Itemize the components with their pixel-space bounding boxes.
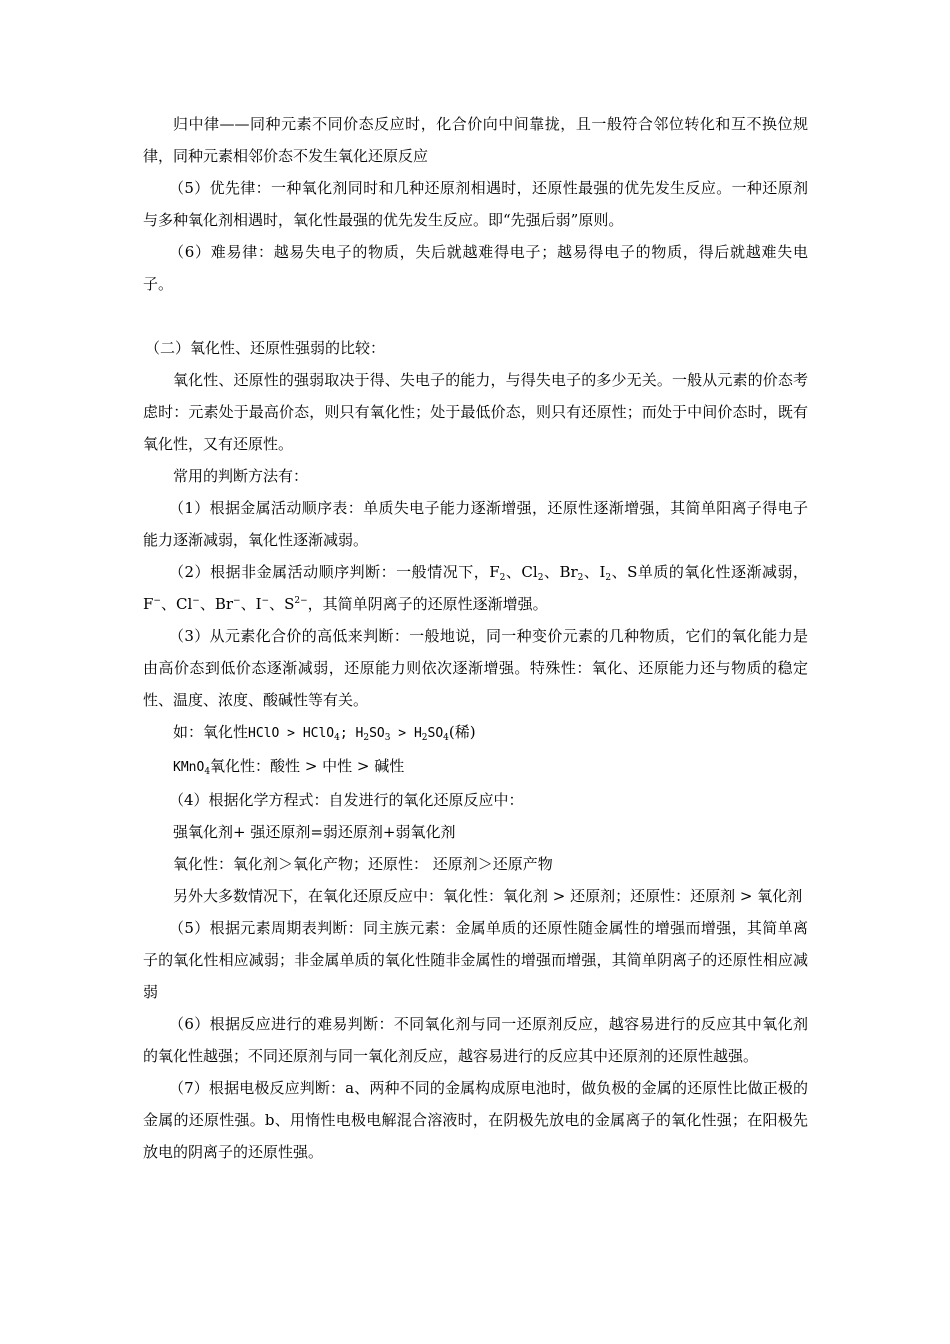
rule-guizhong: 归中律——同种元素不同价态反应时，化合价向中间靠拢，且一般符合邻位转化和互不换位规律，同种元素相邻价态不发生氧化还原反应 [143, 115, 808, 165]
rule-nanyi: （6）难易律：越易失电子的物质，失后就越难得电子；越易得电子的物质，得后就越难失电子。 [143, 243, 808, 293]
methods-lead: 常用的判断方法有： [173, 467, 309, 485]
method-1: （1）根据金属活动顺序表：单质失电子能力逐渐增强，还原性逐渐增强，其简单阳离子得电子能力逐渐减弱，氧化性逐渐减弱。 [143, 499, 808, 549]
example-1: 如：氧化性HClO > HClO$_4$; $H_2SO_3 > H_2SO_4$(稀) [173, 723, 476, 743]
method-7: （7）根据电极反应判断：a、两种不同的金属构成原电池时，做负极的金属的还原性比做正极的金属的还原性强。b、用惰性电极电解混合溶液时，在阴极先放电的金属离子的氧化性强；在阳极先放电的阴离子的还原性强。 [143, 1079, 808, 1161]
spacer [143, 300, 808, 332]
rule-youxian: （5）优先律：一种氧化剂同时和几种还原剂相遇时，还原性最强的优先发生反应。一种还原剂与多种氧化剂相遇时，氧化性最强的优先发生反应。即“先强后弱”原则。 [143, 179, 808, 229]
method-3: （3）从元素化合价的高低来判断：一般地说，同一种变价元素的几种物质，它们的氧化能力是由高价态到低价态逐渐减弱，还原能力则依次逐渐增强。特殊性：氧化、还原能力还与物质的稳定性、温度、浓度、酸碱性等有关。 [143, 627, 808, 709]
equation-1: 强氧化剂+ 强还原剂=弱还原剂+弱氧化剂 [173, 823, 456, 841]
section-intro: 氧化性、还原性的强弱取决于得、失电子的能力，与得失电子的多少无关。一般从元素的价态考虑时：元素处于最高价态，则只有氧化性；处于最低价态，则只有还原性；而处于中间价态时，既有氧化性，又有还原性。 [143, 371, 808, 453]
method-2: （2）根据非金属活动顺序判断：一般情况下，$F_2$、$Cl_2$、$Br_2$、$I_2$、S单质的氧化性逐渐减弱，F−、Cl−、Br−、I−、$S^{2-}$，其简单阴离子的还原性逐渐增强。 [143, 563, 808, 613]
section-title: （二）氧化性、还原性强弱的比较： [145, 339, 386, 357]
method-4: （4）根据化学方程式：自发进行的氧化还原反应中： [169, 791, 524, 809]
method-5: （5）根据元素周期表判断：同主族元素：金属单质的还原性随金属性的增强而增强，其简单离子的氧化性相应减弱；非金属单质的氧化性随非金属性的增强而增强，其简单阴离子的还原性相应减弱 [143, 919, 808, 1001]
equation-3: 另外大多数情况下，在氧化还原反应中：氧化性：氧化剂 > 还原剂；还原性：还原剂 > 氧化剂 [173, 887, 803, 905]
method-6: （6）根据反应进行的难易判断：不同氧化剂与同一还原剂反应，越容易进行的反应其中氧化剂的氧化性越强；不同还原剂与同一氧化剂反应，越容易进行的反应其中还原剂的还原性越强。 [143, 1015, 808, 1065]
document-body [143, 108, 808, 1168]
equation-2: 氧化性：氧化剂＞氧化产物；还原性： 还原剂＞还原产物 [173, 855, 553, 873]
example-2: KMnO$_4$氧化性：酸性 > 中性 > 碱性 [173, 757, 405, 777]
